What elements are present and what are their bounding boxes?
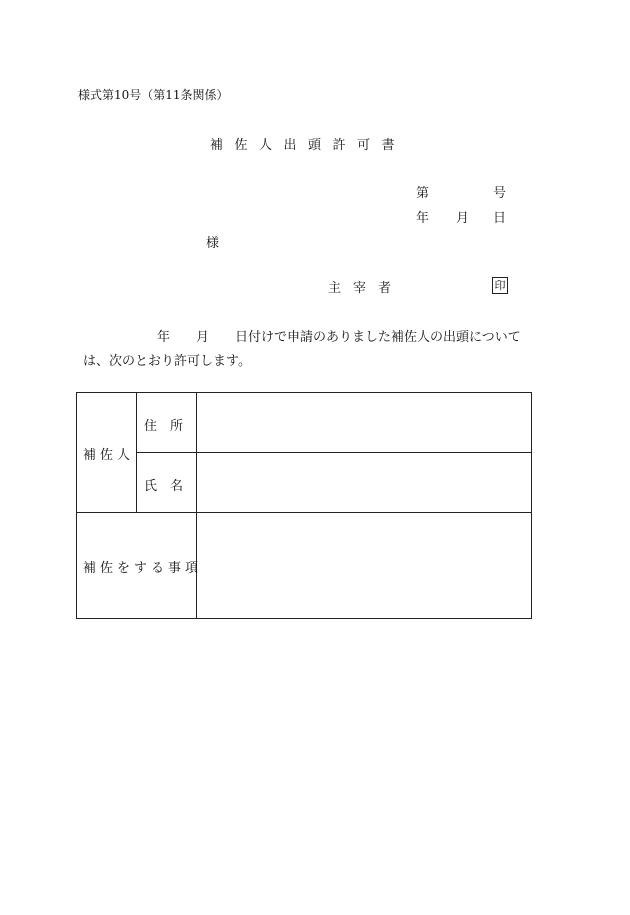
name-label: 氏 名 (144, 479, 184, 494)
group-label: 補佐人 (83, 448, 135, 463)
document-title: 補佐人出頭許可書 (210, 138, 407, 153)
address-value-cell[interactable] (197, 393, 531, 452)
name-value-cell[interactable] (197, 453, 531, 512)
address-label: 住 所 (144, 419, 184, 434)
number-prefix: 第 (416, 186, 430, 201)
date-month-label: 月 (456, 211, 470, 226)
number-suffix: 号 (493, 186, 507, 201)
addressee-honorific: 様 (206, 236, 220, 251)
seal-mark: 印 (492, 277, 508, 294)
date-year-label: 年 (416, 211, 430, 226)
date-day-label: 日 (493, 211, 507, 226)
body-text-line-2: は、次のとおり許可します。 (83, 354, 251, 369)
presider-label: 主宰者 (328, 281, 404, 296)
form-number: 様式第10号（第11条関係） (78, 88, 229, 102)
body-text-line-1: 年 月 日付けで申請のありました補佐人の出頭について (157, 330, 521, 345)
matter-label: 補佐をする事項 (83, 561, 203, 576)
assistant-info-table (76, 392, 532, 619)
matter-value-cell[interactable] (197, 513, 531, 618)
